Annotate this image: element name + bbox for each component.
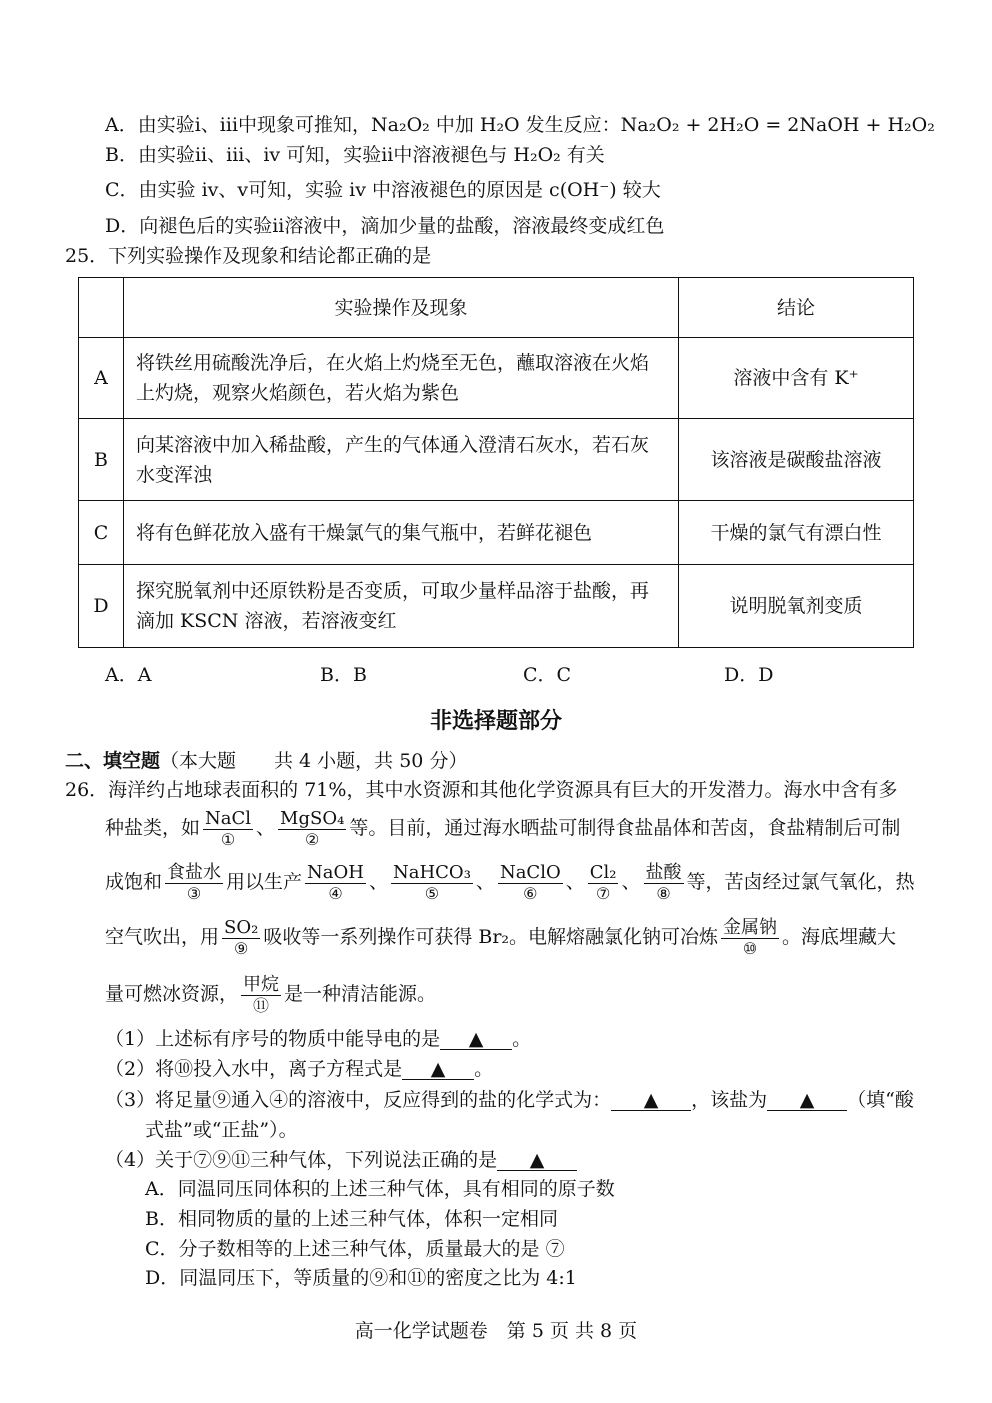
q26-text: 空气吹出，用 [105, 926, 220, 948]
substance-name: Cl₂ [589, 861, 617, 883]
q26-sub4 [105, 1148, 577, 1172]
table-header-label [79, 278, 124, 338]
q26-sub3-cont: 式盐”或“正盐”）。 [145, 1119, 298, 1141]
q24-option-c: C．由实验 iv、v可知，实验 iv 中溶液褪色的原因是 c(OH⁻) 较大 [105, 179, 661, 201]
row-operation [124, 565, 679, 648]
q26-line3 [105, 860, 915, 904]
row-operation-line2: 滴加 KSCN 溶液，若溶液变红 [136, 610, 397, 632]
separator: 、 [621, 871, 641, 893]
q26-text: ，该盐为 [691, 1089, 768, 1111]
row-label: A [79, 338, 124, 419]
substance-hcl [644, 863, 684, 904]
table-header-row [79, 278, 914, 338]
part2-heading [65, 749, 467, 773]
answer-blank[interactable]: ▲ [402, 1059, 474, 1080]
substance-number: ⑩ [742, 938, 758, 958]
q25-stem: 25．下列实验操作及现象和结论都正确的是 [65, 245, 432, 267]
substance-number: ⑨ [234, 938, 249, 958]
substance-name: NaHCO₃ [392, 861, 471, 883]
q24-option-b: B．由实验ii、iii、iv 可知，实验ii中溶液褪色与 H₂O₂ 有关 [105, 144, 605, 166]
row-label: B [79, 419, 124, 501]
q24-option-d: D．向褪色后的实验ii溶液中，滴加少量的盐酸，溶液最终变成红色 [105, 215, 665, 237]
q26-sub4-option-d: D．同温同压下，等质量的⑨和⑪的密度之比为 4:1 [145, 1267, 577, 1289]
q26-sub1 [105, 1027, 531, 1051]
substance-name: 甲烷 [243, 973, 280, 995]
separator: 、 [368, 871, 388, 893]
q26-text: 种盐类，如 [105, 817, 201, 839]
substance-number: ① [220, 829, 236, 849]
row-operation-line1: 将铁丝用硫酸洗净后，在火焰上灼烧至无色，蘸取溶液在火焰 [136, 352, 650, 374]
substance-number: ⑧ [656, 883, 671, 903]
substance-number: ⑥ [523, 883, 538, 903]
q25-option-d: D．D [724, 664, 774, 686]
q26-sub1-text: （1）上述标有序号的物质中能导电的是 [105, 1028, 441, 1050]
q26-sub4-text: （4）关于⑦⑨⑪三种气体，下列说法正确的是 [105, 1149, 498, 1171]
table-row [79, 565, 914, 648]
row-operation-line1: 探究脱氧剂中还原铁粉是否变质，可取少量样品溶于盐酸，再 [136, 580, 650, 602]
separator: 、 [565, 871, 585, 893]
row-label: C [79, 501, 124, 565]
q26-text: 量可燃冰资源， [105, 983, 239, 1005]
row-operation [124, 419, 679, 501]
q25-option-b: B．B [320, 664, 367, 686]
table-header-operation: 实验操作及现象 [124, 278, 679, 338]
substance-name: NaOH [307, 861, 364, 883]
answer-blank[interactable]: ▲ [767, 1090, 847, 1111]
row-operation-line2: 水变浑浊 [136, 463, 213, 486]
q26-text: 等。目前，通过海水晒盐可制得食盐晶体和苦卤，食盐精制后可制 [349, 817, 901, 839]
substance-name: 金属钠 [723, 916, 778, 938]
substance-naoh [305, 863, 366, 904]
substance-name: NaCl [205, 807, 252, 829]
substance-nacl [203, 809, 253, 850]
substance-sodium [721, 918, 779, 959]
table-header-conclusion: 结论 [679, 278, 914, 338]
substance-number: ⑦ [595, 883, 611, 903]
q26-sub4-option-c: C．分子数相等的上述三种气体，质量最大的是 ⑦ [145, 1238, 565, 1260]
substance-naclo [498, 863, 563, 904]
q26-text: 成饱和 [105, 871, 163, 893]
answer-blank[interactable]: ▲ [611, 1090, 691, 1111]
substance-name: MgSO₄ [280, 807, 345, 829]
q26-sub2 [105, 1057, 493, 1081]
q26-text: 。 [512, 1028, 532, 1050]
q26-line5 [105, 972, 436, 1016]
q26-sub3 [105, 1088, 914, 1112]
q26-sub4-option-a: A．同温同压同体积的上述三种气体，具有相同的原子数 [145, 1178, 615, 1200]
q26-text: （填“酸 [847, 1089, 914, 1111]
page-footer: 高一化学试题卷 第 5 页 共 8 页 [354, 1320, 638, 1342]
q25-option-a: A．A [105, 664, 152, 686]
substance-number: ② [305, 829, 320, 849]
substance-number: ④ [328, 883, 343, 903]
substance-so2 [222, 918, 260, 959]
substance-brine [165, 863, 223, 904]
q26-line1: 26．海洋约占地球表面积的 71%，其中水资源和其他化学资源具有巨大的开发潜力。海水中含有多 [65, 779, 898, 801]
substance-name: SO₂ [224, 916, 259, 938]
q26-line4 [105, 915, 896, 959]
q26-text: 。海底埋藏大 [782, 926, 897, 948]
q25-table [78, 277, 914, 648]
q25-options [0, 660, 992, 684]
row-operation [124, 338, 679, 419]
section-title: 非选择题部分 [429, 709, 562, 734]
q26-text: 吸收等一系列操作可获得 Br₂。电解熔融氯化钠可冶炼 [263, 926, 719, 948]
substance-mgso4 [278, 809, 346, 850]
substance-cl2 [588, 863, 619, 904]
substance-number: ⑤ [424, 883, 440, 903]
answer-blank[interactable]: ▲ [440, 1029, 512, 1050]
q26-line2 [105, 806, 900, 850]
row-conclusion: 说明脱氧剂变质 [679, 565, 914, 648]
row-operation-line1: 向某溶液中加入稀盐酸，产生的气体通入澄清石灰水，若石灰 [136, 433, 650, 456]
substance-name: 食盐水 [167, 861, 222, 883]
row-conclusion: 干燥的氯气有漂白性 [679, 501, 914, 565]
separator: 、 [475, 871, 495, 893]
substance-name: 盐酸 [645, 861, 682, 883]
substance-number: ⑪ [253, 995, 270, 1015]
part2-note: （本大题 共 4 小题，共 50 分） [160, 750, 468, 772]
substance-name: NaClO [499, 861, 561, 883]
separator: 、 [256, 817, 276, 839]
row-conclusion: 溶液中含有 K⁺ [679, 338, 914, 419]
part2-label: 二、填空题 [65, 750, 161, 772]
row-operation-line2: 上灼烧，观察火焰颜色，若火焰为紫色 [136, 382, 460, 404]
substance-number: ③ [186, 883, 202, 903]
q26-sub2-text: （2）将⑩投入水中，离子方程式是 [105, 1058, 403, 1080]
q24-option-a: A．由实验i、iii中现象可推知，Na₂O₂ 中加 H₂O 发生反应：Na₂O₂ + 2H₂O = 2NaOH + H₂O₂ [105, 114, 935, 136]
q26-text: 等，苦卤经过氯气氧化，热 [686, 871, 915, 893]
q26-text: 用以生产 [226, 871, 303, 893]
table-row [79, 338, 914, 419]
table-row [79, 501, 914, 565]
q26-sub4-option-b: B．相同物质的量的上述三种气体，体积一定相同 [145, 1208, 558, 1230]
row-label: D [79, 565, 124, 648]
q26-text: 是一种清洁能源。 [284, 983, 437, 1005]
q25-option-c: C．C [523, 664, 572, 686]
q26-sub3-text: （3）将足量⑨通入④的溶液中，反应得到的盐的化学式为： [105, 1089, 612, 1111]
row-conclusion: 该溶液是碳酸盐溶液 [679, 419, 914, 501]
q26-text: 。 [474, 1058, 494, 1080]
row-operation-line1: 将有色鲜花放入盛有干燥氯气的集气瓶中，若鲜花褪色 [136, 521, 593, 544]
answer-blank[interactable]: ▲ [497, 1150, 577, 1171]
table-row [79, 419, 914, 501]
substance-methane [241, 975, 281, 1016]
substance-nahco3 [391, 863, 473, 904]
row-operation [124, 501, 679, 565]
